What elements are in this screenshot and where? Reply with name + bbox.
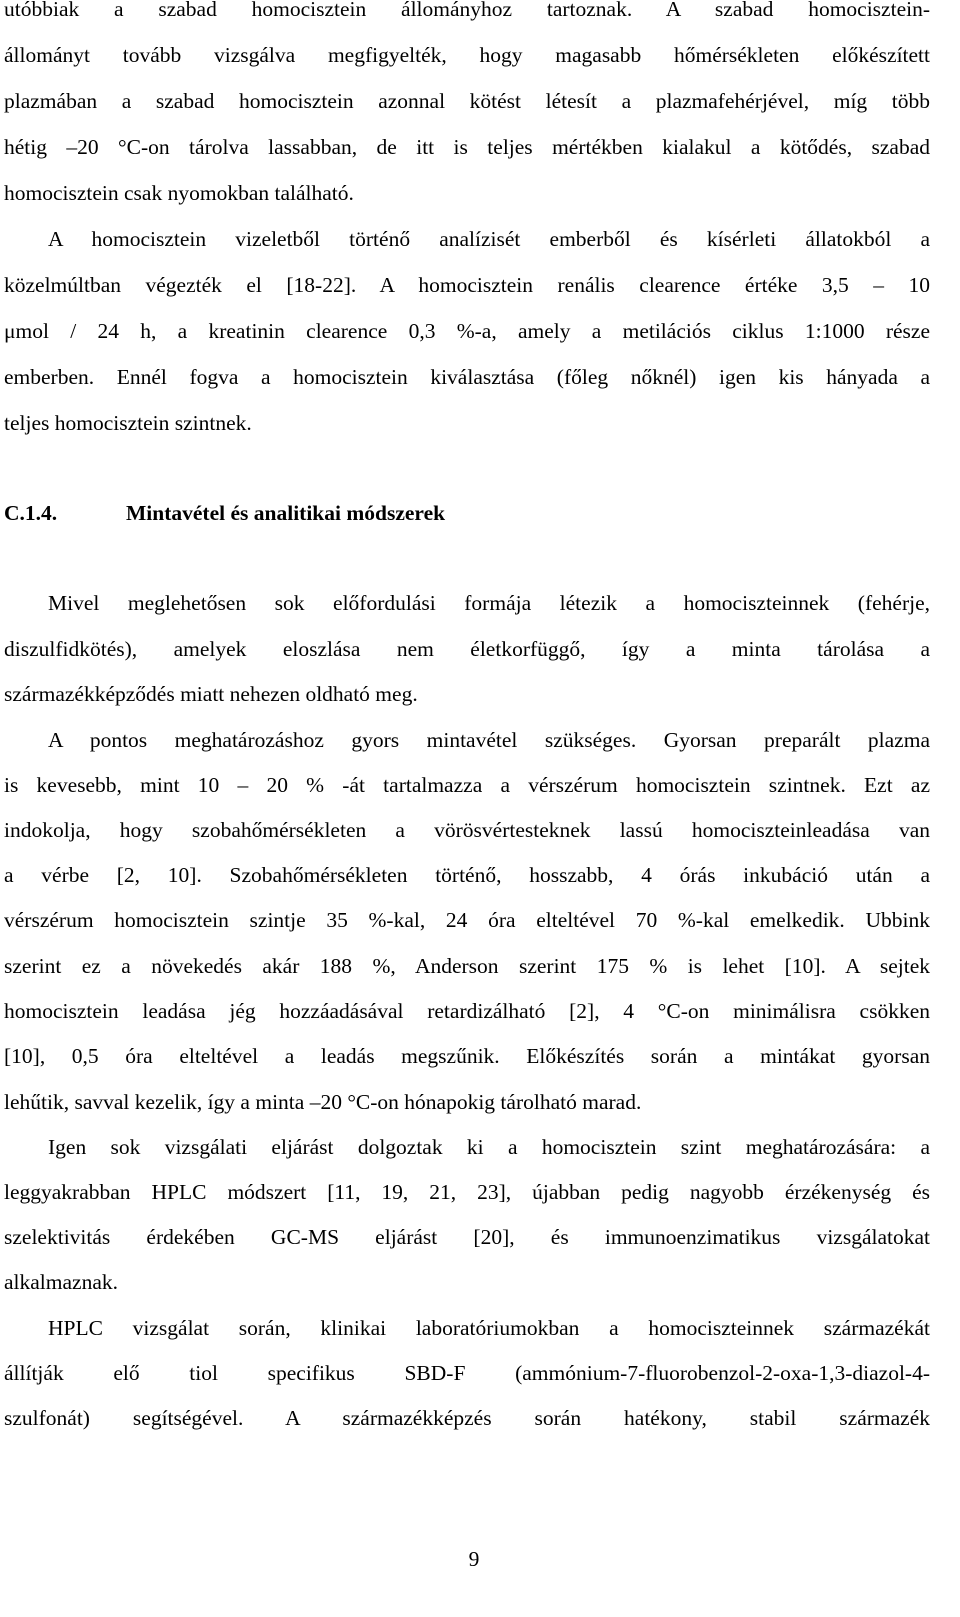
text-line: lehűtik, savval kezelik, így a minta –20 °C-on hónapokig tárolható marad. [4,1090,642,1114]
text-line: homocisztein leadása jég hozzáadásával retardizálható [2], 4 °C-on minimálisra csökken [4,999,930,1023]
text-line: a vérbe [2, 10]. Szobahőmérsékleten történő, hosszabb, 4 órás inkubáció után a [4,863,930,887]
text-line: μmol / 24 h, a kreatinin clearence 0,3 %-a, amely a metilációs ciklus 1:1000 része [4,319,930,343]
text-line: indokolja, hogy szobahőmérsékleten a vörösvértesteknek lassú homociszteinleadása van [4,818,930,842]
text-line: közelmúltban végezték el [18-22]. A homocisztein renális clearence értéke 3,5 – 10 [4,273,930,297]
text-line: származékképződés miatt nehezen oldható meg. [4,682,418,706]
text-line: Mivel meglehetősen sok előfordulási formája létezik a homociszteinnek (fehérje, [48,591,930,615]
text-line: is kevesebb, mint 10 – 20 % -át tartalmazza a vérszérum homocisztein szintnek. Ezt az [4,773,930,797]
text-line: állományt tovább vizsgálva megfigyelték, hogy magasabb hőmérsékleten előkészített [4,43,930,67]
section-title: Mintavétel és analitikai módszerek [126,501,446,525]
text-line: leggyakrabban HPLC módszert [11, 19, 21, 23], újabban pedig nagyobb érzékenység és [4,1180,930,1204]
text-line: szelektivitás érdekében GC-MS eljárást [20], és immunoenzimatikus vizsgálatokat [4,1225,930,1249]
text-line: diszulfidkötés), amelyek eloszlása nem életkorfüggő, így a minta tárolása a [4,637,930,661]
text-line: állítják elő tiol specifikus SBD-F (ammónium-7-fluorobenzol-2-oxa-1,3-diazol-4- [4,1361,930,1385]
text-line: emberben. Ennél fogva a homocisztein kiválasztása (főleg nőknél) igen kis hányada a [4,365,930,389]
section-number: C.1.4. [4,501,58,525]
text-line: alkalmaznak. [4,1270,119,1294]
text-line: homocisztein csak nyomokban található. [4,181,354,205]
page-number: 9 [468,1547,480,1571]
text-line: utóbbiak a szabad homocisztein állományhoz tartoznak. A szabad homocisztein- [4,0,930,21]
text-line: A homocisztein vizeletből történő analízisét emberből és kísérleti állatokból a [48,227,930,251]
text-line: [10], 0,5 óra elteltével a leadás megszűnik. Előkészítés során a mintákat gyorsan [4,1044,930,1068]
text-line: HPLC vizsgálat során, klinikai laboratóriumokban a homociszteinnek származékát [48,1316,930,1340]
text-line: hétig –20 °C-on tárolva lassabban, de itt is teljes mértékben kialakul a kötődés, szabad [4,135,930,159]
text-line: szulfonát) segítségével. A származékképzés során hatékony, stabil származék [4,1406,930,1430]
text-line: vérszérum homocisztein szintje 35 %-kal, 24 óra elteltével 70 %-kal emelkedik. Ubbink [4,908,930,932]
text-line: teljes homocisztein szintnek. [4,411,252,435]
text-line: szerint ez a növekedés akár 188 %, Anderson szerint 175 % is lehet [10]. A sejtek [4,954,930,978]
text-line: plazmában a szabad homocisztein azonnal kötést létesít a plazmafehérjével, míg több [4,89,930,113]
text-line: A pontos meghatározáshoz gyors mintavétel szükséges. Gyorsan preparált plazma [48,728,930,752]
text-line: Igen sok vizsgálati eljárást dolgoztak ki a homocisztein szint meghatározására: a [48,1135,930,1159]
